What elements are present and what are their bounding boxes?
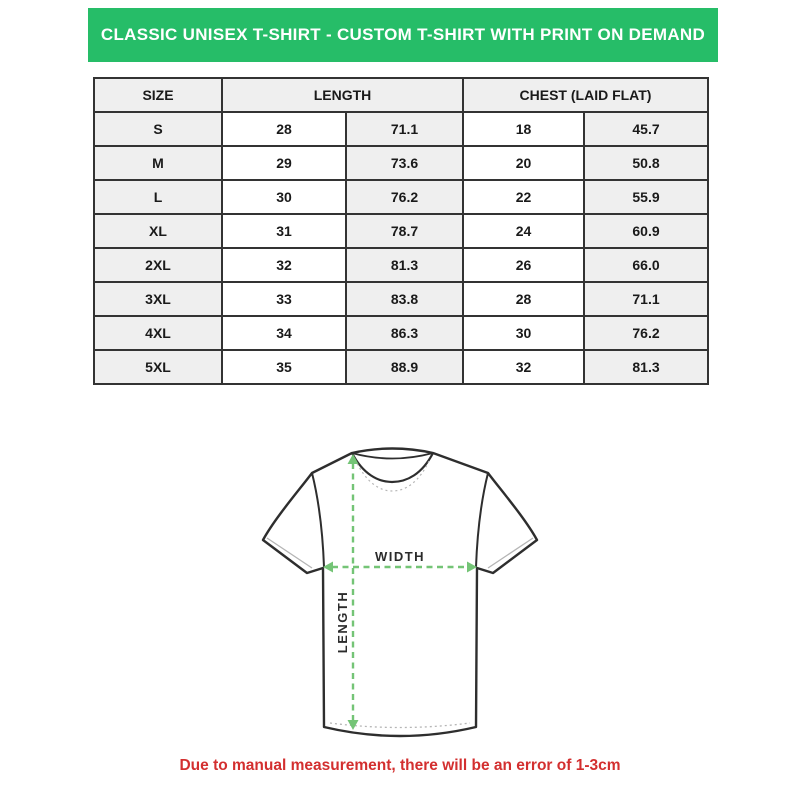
col-header-size: SIZE xyxy=(94,78,222,112)
cell-chest-in: 30 xyxy=(463,316,584,350)
table-row xyxy=(94,248,708,282)
cell-length-in: 33 xyxy=(222,282,346,316)
cell-chest-in: 20 xyxy=(463,146,584,180)
cell-chest-cm: 50.8 xyxy=(584,146,708,180)
cell-length-in: 34 xyxy=(222,316,346,350)
table-row xyxy=(94,112,708,146)
cell-size: 5XL xyxy=(94,350,222,384)
measurement-note: Due to manual measurement, there will be an error of 1-3cm xyxy=(179,757,621,774)
table-row xyxy=(94,350,708,384)
page-title: CLASSIC UNISEX T-SHIRT - CUSTOM T-SHIRT WITH PRINT ON DEMAND xyxy=(100,25,706,44)
cell-length-cm: 88.9 xyxy=(346,350,463,384)
cell-chest-cm: 45.7 xyxy=(584,112,708,146)
table-row xyxy=(94,282,708,316)
cell-length-cm: 76.2 xyxy=(346,180,463,214)
tshirt-diagram xyxy=(250,440,550,750)
cell-length-cm: 86.3 xyxy=(346,316,463,350)
table-row xyxy=(94,316,708,350)
cell-length-cm: 73.6 xyxy=(346,146,463,180)
title-banner xyxy=(88,8,718,62)
length-label: LENGTH xyxy=(335,590,350,654)
tshirt-outline xyxy=(263,449,537,737)
cell-chest-cm: 55.9 xyxy=(584,180,708,214)
cell-size: XL xyxy=(94,214,222,248)
cell-length-in: 29 xyxy=(222,146,346,180)
cell-chest-in: 22 xyxy=(463,180,584,214)
cell-length-in: 28 xyxy=(222,112,346,146)
cell-chest-cm: 71.1 xyxy=(584,282,708,316)
cell-length-in: 31 xyxy=(222,214,346,248)
cell-size: L xyxy=(94,180,222,214)
table-row xyxy=(94,180,708,214)
table-header-row xyxy=(94,78,708,112)
cell-chest-in: 32 xyxy=(463,350,584,384)
cell-size: M xyxy=(94,146,222,180)
cell-chest-in: 18 xyxy=(463,112,584,146)
cell-size: 3XL xyxy=(94,282,222,316)
cell-length-cm: 71.1 xyxy=(346,112,463,146)
size-table xyxy=(93,77,709,385)
cell-size: 2XL xyxy=(94,248,222,282)
cell-chest-cm: 76.2 xyxy=(584,316,708,350)
col-header-length: LENGTH xyxy=(222,78,463,112)
col-header-chest: CHEST (LAID FLAT) xyxy=(463,78,708,112)
cell-chest-in: 28 xyxy=(463,282,584,316)
table-row xyxy=(94,214,708,248)
cell-length-in: 35 xyxy=(222,350,346,384)
cell-chest-in: 26 xyxy=(463,248,584,282)
cell-size: 4XL xyxy=(94,316,222,350)
cell-chest-in: 24 xyxy=(463,214,584,248)
tshirt-svg xyxy=(250,440,550,750)
table-row xyxy=(94,146,708,180)
cell-length-cm: 81.3 xyxy=(346,248,463,282)
cell-chest-cm: 60.9 xyxy=(584,214,708,248)
cell-chest-cm: 81.3 xyxy=(584,350,708,384)
cell-length-in: 32 xyxy=(222,248,346,282)
cell-chest-cm: 66.0 xyxy=(584,248,708,282)
width-label: WIDTH xyxy=(374,549,426,564)
cell-size: S xyxy=(94,112,222,146)
cell-length-cm: 78.7 xyxy=(346,214,463,248)
cell-length-in: 30 xyxy=(222,180,346,214)
cell-length-cm: 83.8 xyxy=(346,282,463,316)
